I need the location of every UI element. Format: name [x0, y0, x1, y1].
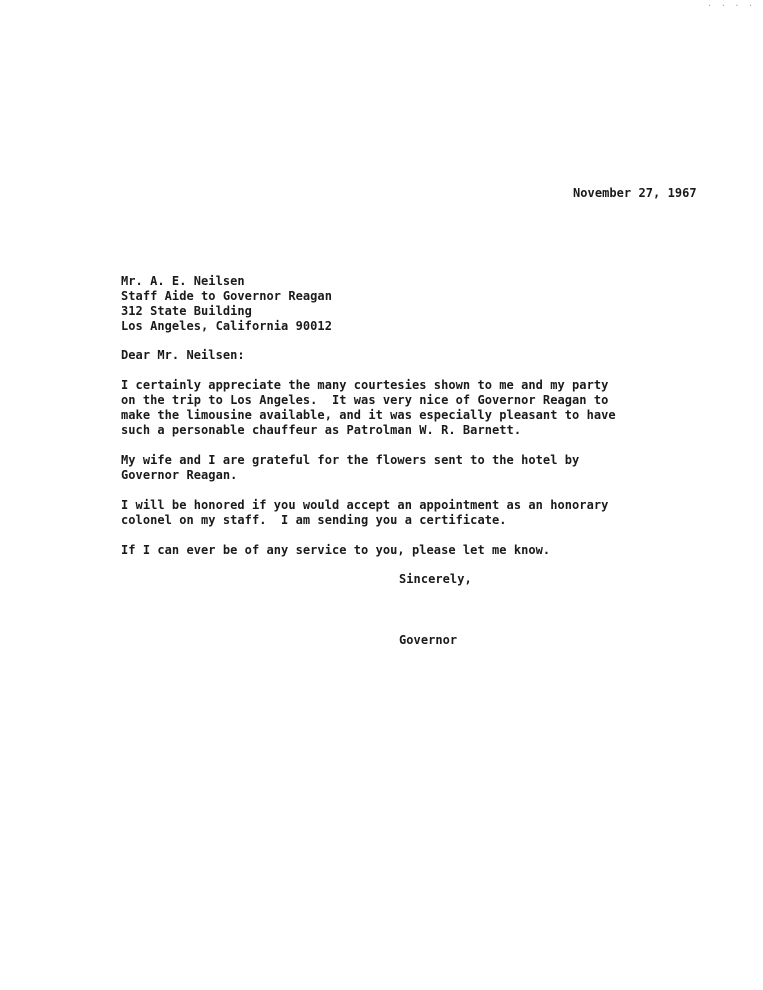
closing: Sincerely,	[399, 572, 472, 586]
paragraph-1-line-2: on the trip to Los Angeles. It was very nice of Governor Reagan to	[121, 393, 609, 407]
salutation: Dear Mr. Neilsen:	[121, 348, 245, 362]
signature-title: Governor	[399, 633, 458, 647]
paragraph-1-line-4: such a personable chauffeur as Patrolman W. R. Barnett.	[121, 423, 522, 437]
paragraph-2-line-2: Governor Reagan.	[121, 468, 238, 482]
paragraph-3-line-2: colonel on my staff. I am sending you a certificate.	[121, 513, 507, 527]
address-line-street: 312 State Building	[121, 304, 252, 318]
address-line-title: Staff Aide to Governor Reagan	[121, 289, 332, 303]
paragraph-1-line-3: make the limousine available, and it was especially pleasant to have	[121, 408, 616, 422]
corner-mark: · · · ·	[707, 1, 755, 10]
address-line-city: Los Angeles, California 90012	[121, 319, 332, 333]
address-line-name: Mr. A. E. Neilsen	[121, 274, 245, 288]
paragraph-2-line-1: My wife and I are grateful for the flowers sent to the hotel by	[121, 453, 580, 467]
paragraph-1-line-1: I certainly appreciate the many courtesies shown to me and my party	[121, 378, 609, 392]
letter-date: November 27, 1967	[573, 186, 697, 200]
paragraph-4-line-1: If I can ever be of any service to you, please let me know.	[121, 543, 551, 557]
paragraph-3-line-1: I will be honored if you would accept an appointment as an honorary	[121, 498, 609, 512]
